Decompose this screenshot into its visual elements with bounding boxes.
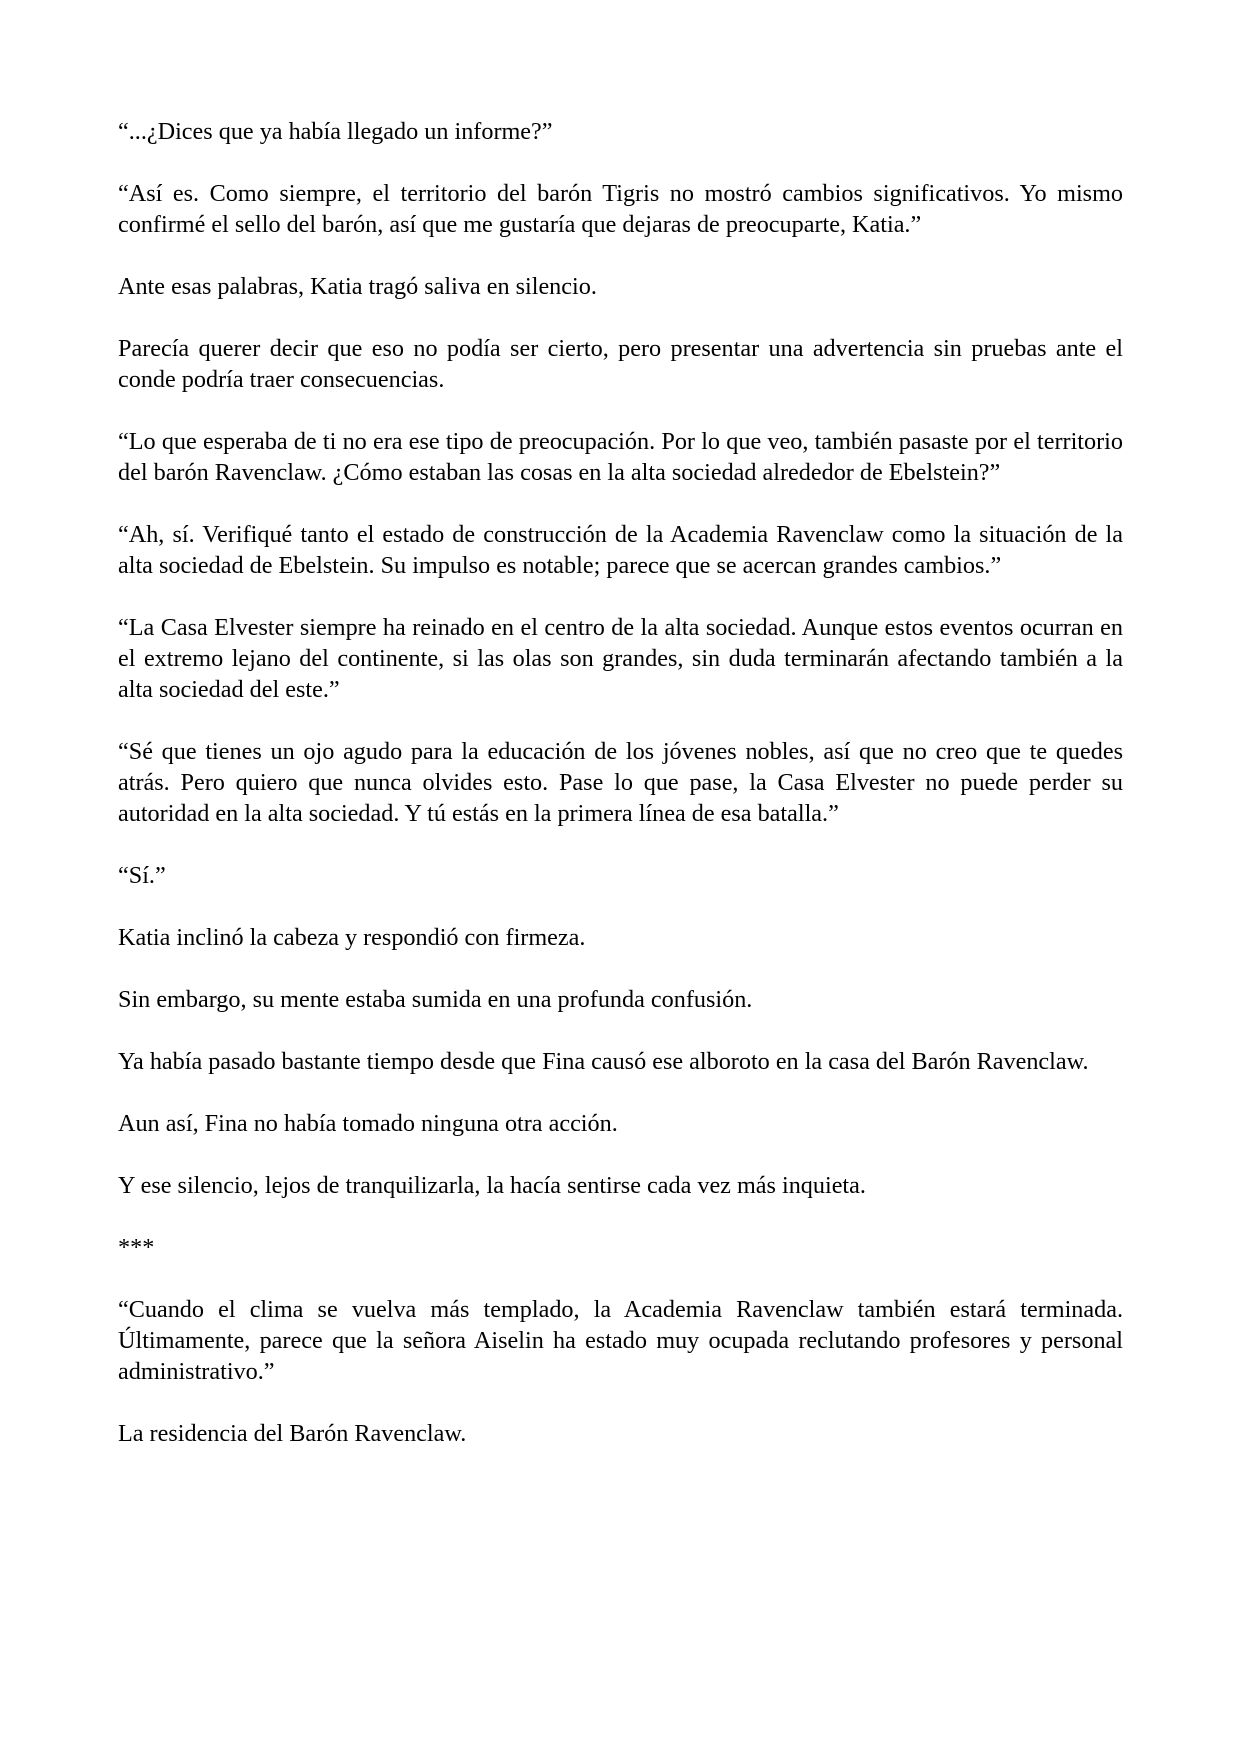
paragraph-4: Parecía querer decir que eso no podía ser cierto, pero presentar una advertencia sin pruebas ante el conde podría traer consecuencias. — [118, 335, 1123, 393]
paragraph-5: “Lo que esperaba de ti no era ese tipo de preocupación. Por lo que veo, también pasaste por el territorio del barón Ravenclaw. ¿Cómo estaban las cosas en la alta sociedad alrededor de Ebelstein?” — [118, 428, 1123, 486]
document-body — [118, 116, 1123, 1480]
paragraph-7: “La Casa Elvester siempre ha reinado en el centro de la alta sociedad. Aunque estos eventos ocurran en el extremo lejano del continente, si las olas son grandes, sin duda terminarán afectando también a la alta sociedad del este.” — [118, 614, 1123, 703]
paragraph-11: Sin embargo, su mente estaba sumida en una profunda confusión. — [118, 986, 753, 1013]
paragraph-9: “Sí.” — [118, 862, 166, 889]
paragraph-14: Y ese silencio, lejos de tranquilizarla, la hacía sentirse cada vez más inquieta. — [118, 1172, 866, 1199]
paragraph-3: Ante esas palabras, Katia tragó saliva en silencio. — [118, 273, 597, 300]
paragraph-10: Katia inclinó la cabeza y respondió con firmeza. — [118, 924, 586, 951]
paragraph-6: “Ah, sí. Verifiqué tanto el estado de construcción de la Academia Ravenclaw como la situación de la alta sociedad de Ebelstein. Su impulso es notable; parece que se acercan grandes cambios.” — [118, 521, 1123, 579]
paragraph-15: “Cuando el clima se vuelva más templado, la Academia Ravenclaw también estará terminada. Últimamente, parece que la señora Aiselin ha estado muy ocupada reclutando profesores y personal administrativo.” — [118, 1296, 1123, 1385]
paragraph-2: “Así es. Como siempre, el territorio del barón Tigris no mostró cambios significativos. Yo mismo confirmé el sello del barón, así que me gustaría que dejaras de preocuparte, Katia.” — [118, 180, 1123, 238]
scene-break: *** — [118, 1234, 155, 1261]
paragraph-8: “Sé que tienes un ojo agudo para la educación de los jóvenes nobles, así que no creo que te quedes atrás. Pero quiero que nunca olvides esto. Pase lo que pase, la Casa Elvester no puede perder su autoridad en la alta sociedad. Y tú estás en la primera línea de esa batalla.” — [118, 738, 1123, 827]
paragraph-16: La residencia del Barón Ravenclaw. — [118, 1420, 467, 1447]
paragraph-12: Ya había pasado bastante tiempo desde que Fina causó ese alboroto en la casa del Barón Ravenclaw. — [118, 1048, 1089, 1075]
paragraph-1: “...¿Dices que ya había llegado un informe?” — [118, 118, 553, 145]
paragraph-13: Aun así, Fina no había tomado ninguna otra acción. — [118, 1110, 618, 1137]
